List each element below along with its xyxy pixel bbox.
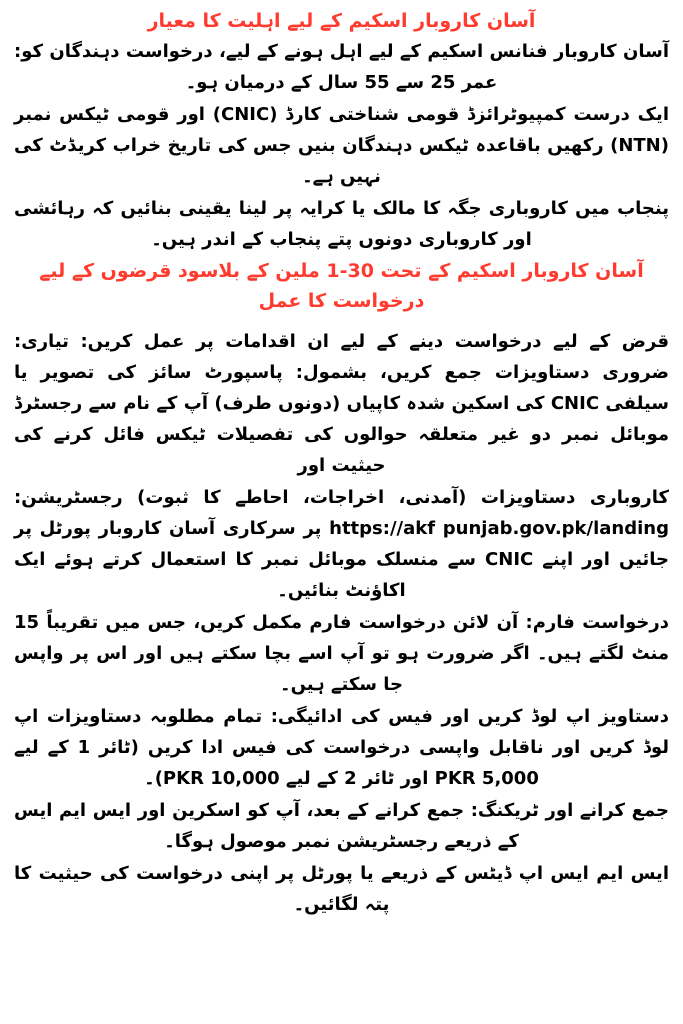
submission-tracking-paragraph: جمع کرانے اور ٹریکنگ: جمع کرانے کے بعد، آپ کو اسکرین اور ایس ایم ایس کے ذریعے رجسٹریشن نمبر موصول ہوگا۔ xyxy=(14,800,669,852)
eligibility-cnic-paragraph: ایک درست کمپیوٹرائزڈ قومی شناختی کارڈ (CNIC) اور قومی ٹیکس نمبر (NTN) رکھیں باقاعدہ ٹیکس دہندگان بنیں جس کی تاریخ خراب کریڈٹ کی نہیں ہے۔ xyxy=(14,104,669,187)
upload-fee-paragraph: دستاویز اپ لوڈ کریں اور فیس کی ادائیگی: تمام مطلوبہ دستاویزات اپ لوڈ کریں اور ناقابل واپسی درخواست کی فیس ادا کریں (ٹائر 1 کے لیے PKR 5,000 اور ٹائر 2 کے لیے PKR 10,000)۔ xyxy=(14,706,669,789)
eligibility-punjab-paragraph: پنجاب میں کاروباری جگہ کا مالک یا کرایہ پر لینا یقینی بنائیں کہ رہائشی اور کاروباری دونوں پتے پنجاب کے اندر ہیں۔ xyxy=(14,198,669,250)
article-body xyxy=(14,6,669,921)
preparation-paragraph: قرض کے لیے درخواست دینے کے لیے ان اقدامات پر عمل کریں: تیاری: ضروری دستاویزات جمع کریں، بشمول: پاسپورٹ سائز کی تصویر یا سیلفی CNIC کی اسکین شدہ کاپیاں (دونوں طرف) آپ کے نام سے رجسٹرڈ موبائل نمبر دو غیر متعلقہ حوالوں کی تفصیلات ٹیکس فائل کرنے کی حیثیت اور xyxy=(14,331,669,476)
status-tracking-paragraph: ایس ایم ایس اپ ڈیٹس کے ذریعے یا پورٹل پر اپنی درخواست کی حیثیت کا پتہ لگائیں۔ xyxy=(14,863,669,915)
registration-paragraph: کاروباری دستاویزات (آمدنی، اخراجات، احاطے کا ثبوت) رجسٹریشن: https://akf punjab.gov.pk/landing پر سرکاری آسان کاروبار پورٹل پر جائیں اور اپنے CNIC سے منسلک موبائل نمبر کا استعمال کرتے ہوئے ایک اکاؤنٹ بنائیں۔ xyxy=(14,487,669,601)
eligibility-age-paragraph: آسان کاروبار فنانس اسکیم کے لیے اہل ہونے کے لیے، درخواست دہندگان کو: عمر 25 سے 55 سال کے درمیان ہو۔ xyxy=(14,41,669,93)
application-form-paragraph: درخواست فارم: آن لائن درخواست فارم مکمل کریں، جس میں تقریباً 15 منٹ لگتے ہیں۔ اگر ضرورت ہو تو آپ اسے بچا سکتے ہیں اور اس پر واپس جا سکتے ہیں۔ xyxy=(14,612,669,695)
application-process-heading: آسان کاروبار اسکیم کے تحت 30-1 ملین کے بلاسود قرضوں کے لیے درخواست کا عمل xyxy=(39,260,644,312)
eligibility-heading: آسان کاروبار اسکیم کے لیے اہلیت کا معیار xyxy=(147,10,536,32)
spacer xyxy=(14,316,669,326)
